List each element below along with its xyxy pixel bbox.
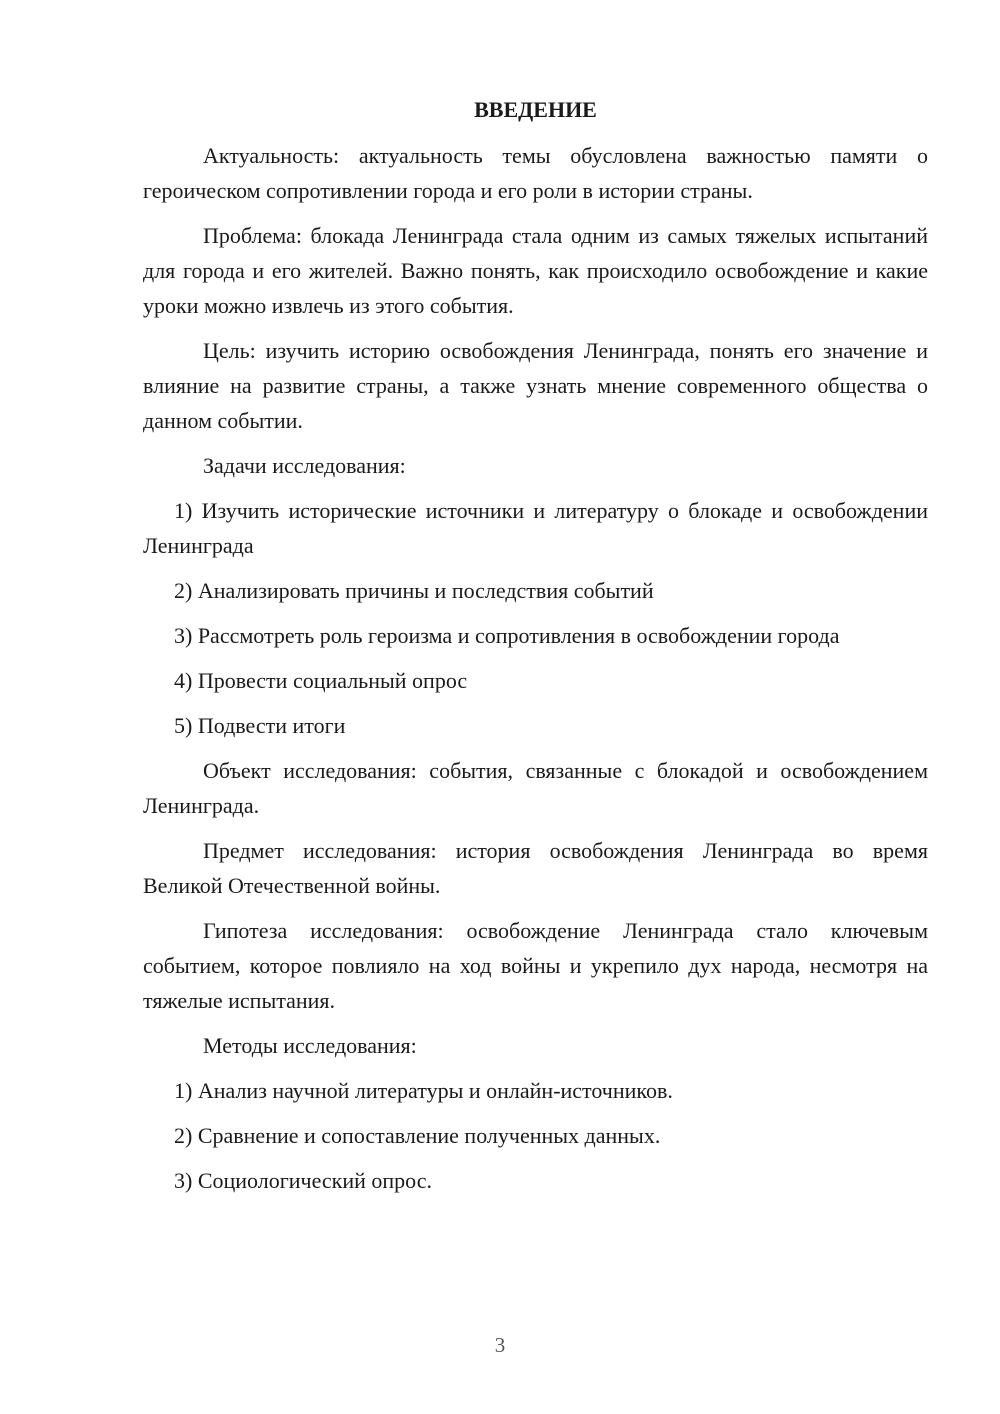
task-item: 3) Рассмотреть роль героизма и сопротивления в освобождении города xyxy=(174,623,840,648)
task-item: 5) Подвести итоги xyxy=(174,713,346,738)
hypothesis-paragraph: Гипотеза исследования: освобождение Ленинграда стало ключевым событием, которое повлияло на ход войны и укрепило дух народа, несмотря на тяжелые испытания. xyxy=(143,918,928,1013)
task-item: 4) Провести социальный опрос xyxy=(174,668,468,693)
task-item: 2) Анализировать причины и последствия событий xyxy=(174,578,654,603)
object-paragraph: Объект исследования: события, связанные с блокадой и освобождением Ленинграда. xyxy=(143,758,928,818)
method-item: 1) Анализ научной литературы и онлайн-источников. xyxy=(174,1078,673,1103)
relevance-paragraph: Актуальность: актуальность темы обусловлена важностью памяти о героическом сопротивлении города и его роли в истории страны. xyxy=(143,143,928,203)
task-item: 1) Изучить исторические источники и литературу о блокаде и освобождении Ленинграда xyxy=(143,498,928,558)
document-page xyxy=(143,92,928,1208)
method-item: 2) Сравнение и сопоставление полученных данных. xyxy=(174,1123,661,1148)
problem-paragraph: Проблема: блокада Ленинграда стала одним из самых тяжелых испытаний для города и его жителей. Важно понять, как происходило освобождение и какие уроки можно извлечь из этого события. xyxy=(143,223,928,318)
tasks-title: Задачи исследования: xyxy=(203,453,406,478)
subject-paragraph: Предмет исследования: история освобождения Ленинграда во время Великой Отечественной войны. xyxy=(143,838,928,898)
methods-title: Методы исследования: xyxy=(203,1033,417,1058)
section-heading: ВВЕДЕНИЕ xyxy=(474,97,597,122)
goal-paragraph: Цель: изучить историю освобождения Ленинграда, понять его значение и влияние на развитие страны, а также узнать мнение современного общества о данном событии. xyxy=(143,338,928,433)
method-item: 3) Социологический опрос. xyxy=(174,1168,432,1193)
page-number: 3 xyxy=(494,1333,506,1357)
